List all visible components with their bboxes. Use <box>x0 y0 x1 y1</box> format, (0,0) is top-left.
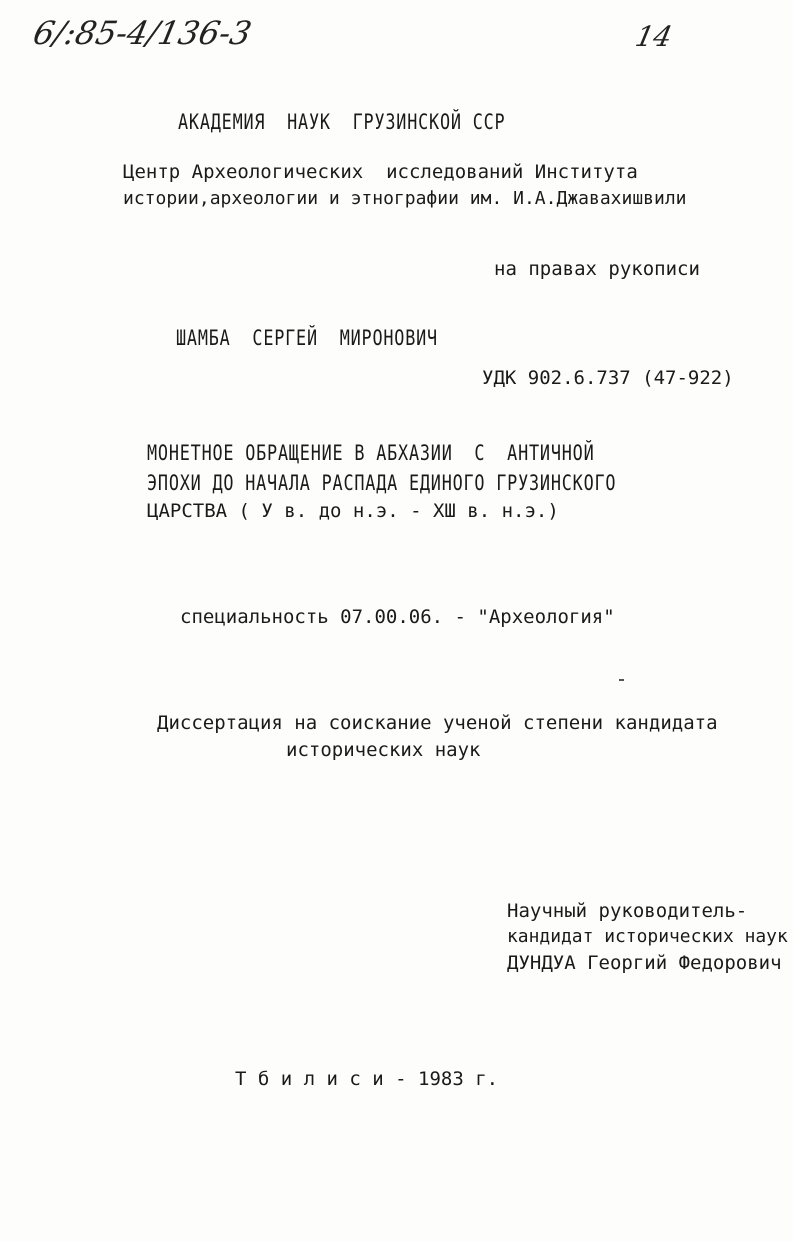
dissertation-line-1: Диссертация на соискание ученой степени кандидата <box>157 712 718 734</box>
archive-note: 6/:85-4/136-3 <box>29 14 255 52</box>
corner-mark: 14 <box>632 20 676 53</box>
title-line-1: МОНЕТНОЕ ОБРАЩЕНИЕ В АБХАЗИИ С АНТИЧНОЙ <box>147 441 595 465</box>
academy-heading: АКАДЕМИЯ НАУК ГРУЗИНСКОЙ ССР <box>178 110 506 134</box>
manuscript-note: на правах рукописи <box>494 258 700 280</box>
center-line-2: истории,археологии и этнографии им. И.А.Джавахишвили <box>123 188 687 209</box>
dissertation-line-2: исторических наук <box>286 739 481 761</box>
title-line-3: ЦАРСТВА ( У в. до н.э. - ХШ в. н.э.) <box>147 500 559 522</box>
supervisor-line-1: Научный руководитель- <box>507 900 748 922</box>
title-line-2: ЭПОХИ ДО НАЧАЛА РАСПАДА ЕДИНОГО ГРУЗИНСКОГО <box>147 471 617 495</box>
center-line-1: Центр Археологических исследований Института <box>123 161 638 183</box>
udc-code: УДК 902.6.737 (47-922) <box>482 367 734 389</box>
supervisor-line-3: ДУНДУА Георгий Федорович <box>507 952 782 974</box>
specialty-line: специальность 07.00.06. - "Археология" <box>180 606 615 628</box>
supervisor-line-2: кандидат исторических наук <box>507 926 788 947</box>
author-name: ШАМБА СЕРГЕЙ МИРОНОВИЧ <box>176 326 438 350</box>
place-year: Т б и л и с и - 1983 г. <box>235 1068 499 1090</box>
scan-speck <box>619 679 624 681</box>
